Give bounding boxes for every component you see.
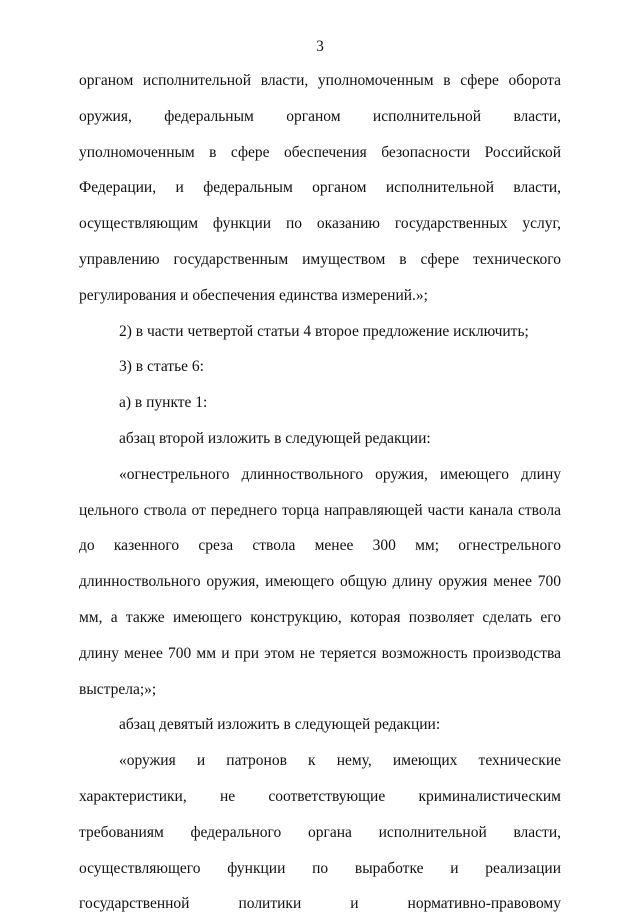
paragraph-continuation: органом исполнительной власти, уполномоченным в сфере оборота оружия, федеральным органом исполнительной власти, уполномоченным в сфере обеспечения безопасности Российской Федерации, и федеральным органом исполнительной власти, осуществляющим функции по оказанию государственных услуг, управлению государственным имуществом в сфере технического регулирования и обеспечения единства измерений.»; — [79, 72, 561, 304]
document-body — [79, 63, 561, 922]
paragraph-quote-1: «огнестрельного длинноствольного оружия, имеющего длину цельного ствола от переднего торца направляющей части канала ствола до казенного среза ствола менее 300 мм; огнестрельного длинноствольного оружия, имеющего общую длину оружия менее 700 мм, а также имеющего конструкцию, которая позволяет сделать его длину менее 700 мм и при этом не теряется возможность производства выстрела;»; — [79, 465, 561, 698]
paragraph-subitem-a: а) в пункте 1: — [119, 394, 208, 412]
paragraph-abzac-devyatyy: абзац девятый изложить в следующей редакции: — [119, 716, 441, 734]
paragraph-quote-2: «оружия и патронов к нему, имеющих технические характеристики, не соответствующие криминалистическим требованиям федерального органа исполнительной власти, осуществляющего функции по выработке и реализации государственной политики и нормативно-правовому — [79, 752, 561, 913]
paragraph-item-2: 2) в части четвертой статьи 4 второе предложение исключить; — [119, 322, 529, 340]
page-number: 3 — [316, 38, 324, 55]
paragraph-item-3: 3) в статье 6: — [119, 358, 204, 376]
paragraph-abzac-vtoroy: абзац второй изложить в следующей редакции: — [119, 429, 431, 447]
